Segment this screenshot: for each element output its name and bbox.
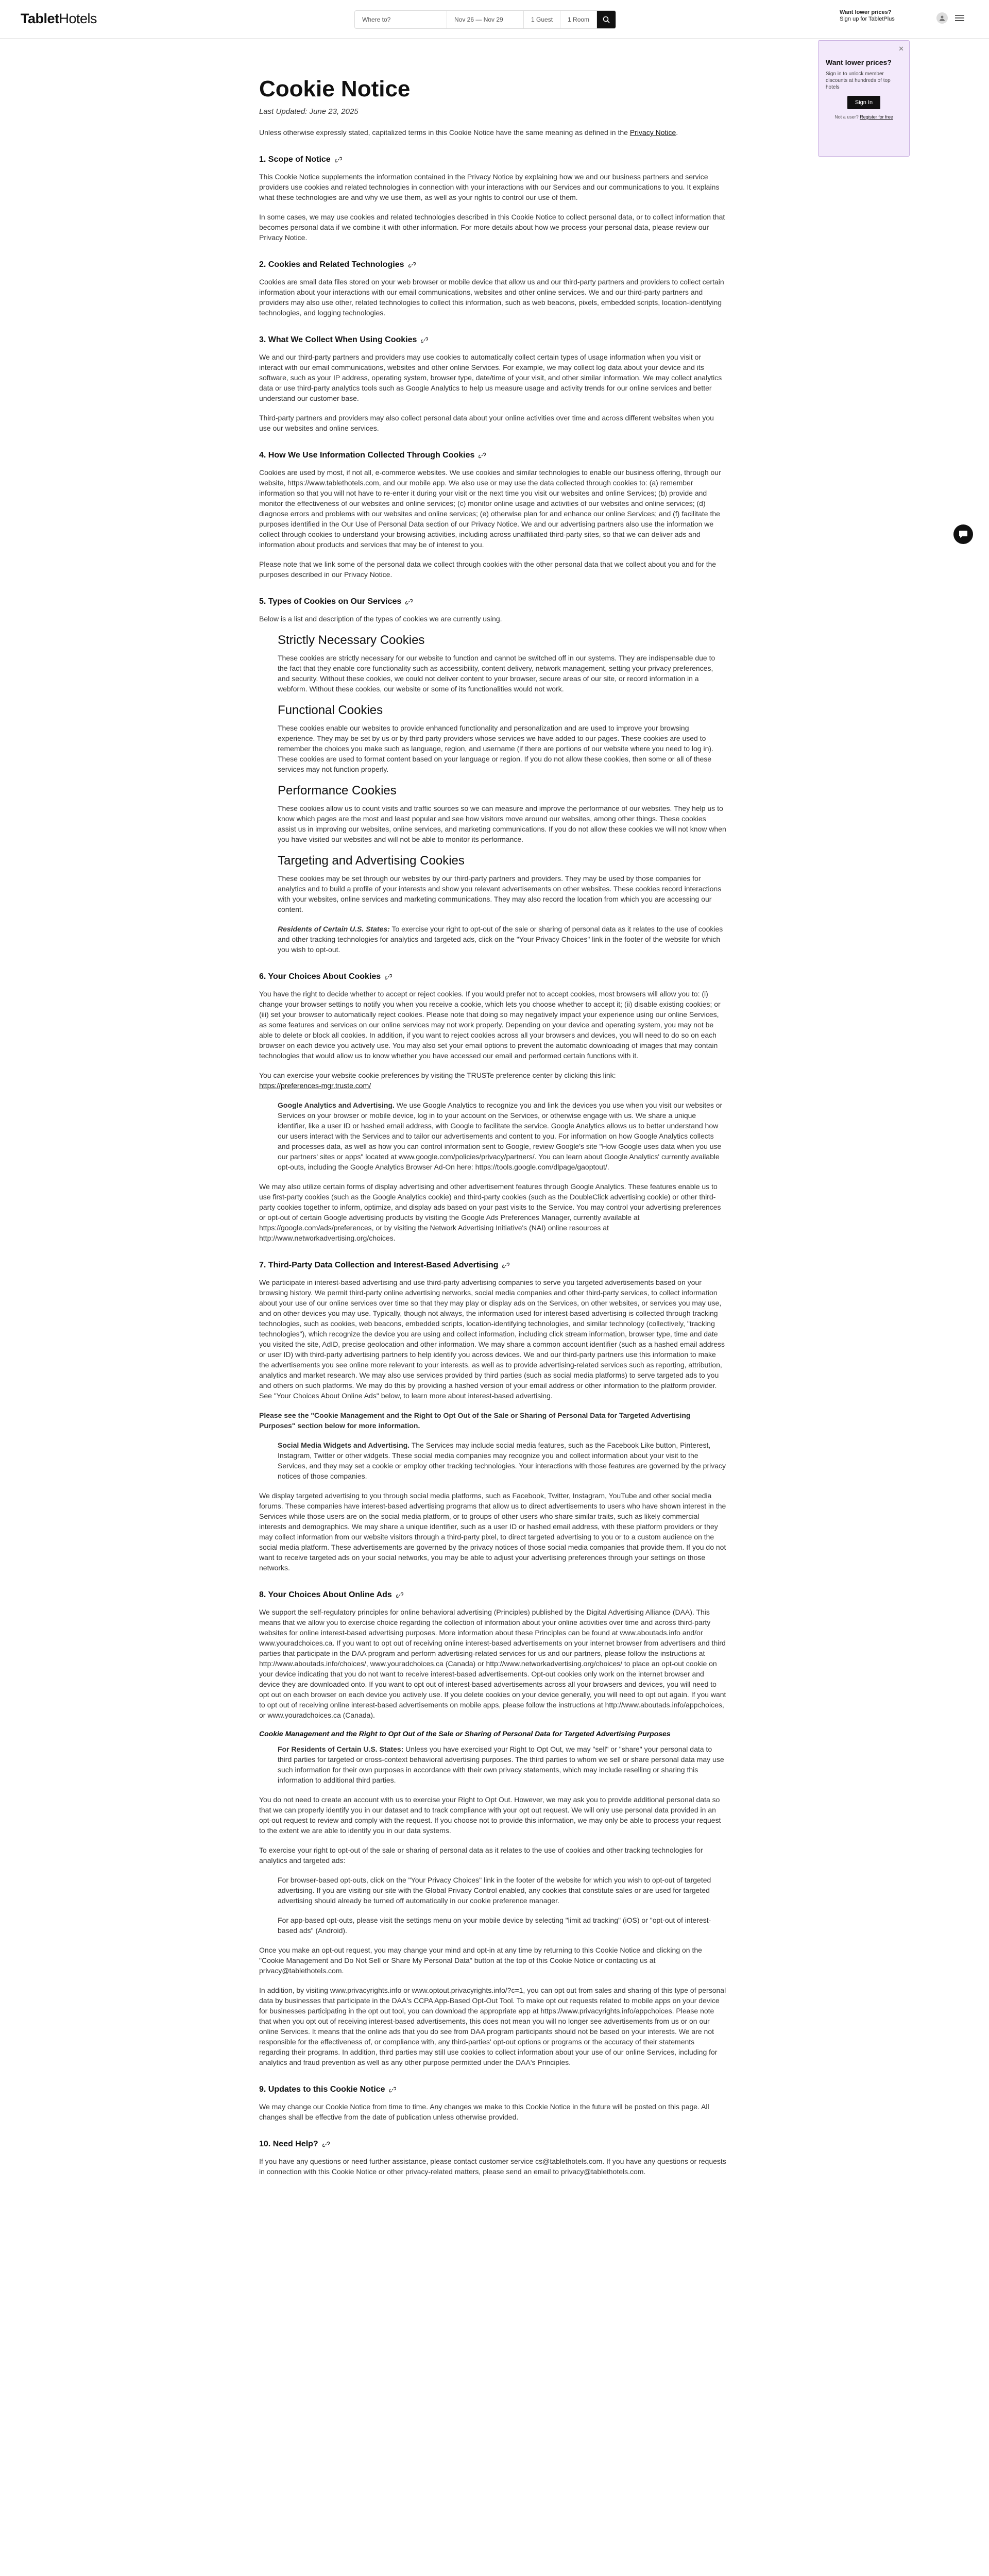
- site-logo[interactable]: TabletHotels: [21, 11, 97, 26]
- page-title: Cookie Notice: [259, 76, 411, 101]
- chat-icon: [959, 530, 968, 538]
- register-line: Not a user? Register for free: [834, 114, 893, 120]
- search-bar: [354, 10, 616, 29]
- paragraph: Below is a list and description of the types of cookies we are currently using.: [259, 615, 502, 623]
- paragraph: In some cases, we may use cookies and related technologies described in this Cookie Notice to collect personal data, or to collect information that becomes personal data if we combine it with other information. For more details about how we process your personal data, please review our Privacy Notice.: [259, 213, 725, 242]
- link-icon[interactable]: [405, 598, 413, 605]
- where-field[interactable]: Where to?: [355, 11, 447, 28]
- subsection-heading: Cookie Management and the Right to Opt Out of the Sale or Sharing of Personal Data for Targeted Advertising Purposes: [259, 1730, 671, 1738]
- paragraph: We support the self-regulatory principles for online behavioral advertising (Principles) published by the Digital Advertising Alliance (DAA). This means that we allow you to exercise choice regarding the collection of information about your online activities over time and across third-party websites for online interest-based advertising purposes. More information about these Principles can be found at www.aboutads.info and/or www.youradchoices.ca. If you want to opt out of receiving online interest-based advertisements on your internet browser from advertisers and third parties that participate in the DAA program and perform advertising-related services for us and our partners, please follow the instructions at http://www.aboutads.info/choices/, www.youradchoices.ca (Canada) or http://www.networkadvertising.org/choices/ to place an opt-out cookie on your device indicating that you do not want to receive interest-based advertisements. Opt-out cookies only work on the internet browser and device they are downloaded onto. If you want to opt out of interest-based advertisements across all your browsers and devices, you will need to opt out on each browser on each device you actively use. If you delete cookies on your device generally, you will need to opt out again. If you want to opt out of receiving online interest-based advertisements on mobile apps, please follow the instructions at http://www.aboutads.info/appchoices, or www.youradchoices.ca (Canada).: [259, 1608, 726, 1719]
- site-header: [0, 0, 989, 39]
- section-heading: 6. Your Choices About Cookies: [259, 972, 726, 981]
- paragraph: We display targeted advertising to you through social media platforms, such as Facebook, Twitter, Instagram, YouTube and other social media forums. These companies have interest-based advertising programs that allow us to direct advertisements to users who have shown interest in the Services while those users are on the social media platform, or to groups of other users who share similar traits, such as likely commercial interests and demographics. We may share a unique identifier, such as a user ID or hashed email address, with these platform providers or they may collect information from our website visitors through a third-party pixel, to direct targeted advertising to you or to a custom audience on the social media platform. These advertisements are governed by the privacy notices of those social media companies that provide them. If you do not want to receive targeted ads on your social networks, you may be able to adjust your advertising preferences through your settings on those networks.: [259, 1492, 726, 1572]
- cookie-type-heading: Targeting and Advertising Cookies: [278, 854, 465, 868]
- paragraph: We may change our Cookie Notice from time to time. Any changes we make to this Cookie Notice in the future will be posted on this page. All changes shall be effective from the date of publication unless otherwise provided.: [259, 2103, 709, 2121]
- chat-button[interactable]: [953, 524, 973, 544]
- bullet-item: For app-based opt-outs, please visit the settings menu on your mobile device by selecting "limit ad tracking" (iOS) or "opt-out of interest-based ads" (Android).: [278, 1916, 711, 1935]
- section-heading: 8. Your Choices About Online Ads: [259, 1590, 726, 1600]
- signin-popup: [818, 40, 910, 157]
- section-heading: 10. Need Help?: [259, 2140, 726, 2149]
- link-icon[interactable]: [322, 2141, 330, 2148]
- paragraph: Google Analytics and Advertising. We use Google Analytics to recognize you and link the devices you use when you visit our websites or Services on your browser or mobile device, log in to your account on the Services, or otherwise engage with us. We share a unique identifier, like a user ID or hashed email address, with Google to facilitate the service. Google Analytics allows us to better understand how our users interact with the Services and to tailor our advertisements and content to you. For information on how Google Analytics collects and processes data, as well as how you can control information sent to Google, review Google's site "How Google uses data when you use our partners' sites or apps" located at www.google.com/policies/privacy/partners/. You can learn about Google Analytics' currently available opt-outs, including the Google Analytics Browser Ad-On here: https://tools.google.com/dlpage/gaoptout/.: [278, 1101, 723, 1171]
- paragraph: If you have any questions or need further assistance, please contact customer service cs@tablethotels.com. If you have any questions or requests in connection with this Cookie Notice or other privacy-related matters, please send an email to privacy@tablethotels.com.: [259, 2157, 726, 2176]
- menu-icon[interactable]: [955, 14, 964, 22]
- paragraph: These cookies are strictly necessary for our website to function and cannot be switched off in our systems. They are indispensable due to the fact that they enable core functionality such as accessibility, content delivery, network management, setting your privacy preferences, and security. Without these cookies, we could not deliver content to your browser, secure areas of our site, or record information in a webform. Without these cookies, our website or some of its functionalities would not work.: [278, 654, 715, 693]
- paragraph: Please note that we link some of the personal data we collect through cookies with the other personal data that we collect about you and for the purposes described in our Privacy Notice.: [259, 560, 717, 579]
- paragraph: We participate in interest-based advertising and use third-party advertising companies to serve you targeted advertisements based on your browsing history. We permit third-party online advertising networks, social media companies and other third-party services, to collect information about your use of our online services over time so that they may play or display ads on the Services, on other websites, or services you may use, and on other devices you may use. Typically, though not always, the information used for interest-based advertising is collected through tracking technologies, such as cookies, web beacons, embedded scripts, location-identifying technologies, and similar technology (collectively, "tracking technologies"), which recognize the device you are using and collect information, including click stream information, browser type, time and date you visited the site, AdID, precise geolocation and other information. We may share a common account identifier (such as a hashed email address or user ID) with third-party advertising partners to help identify you across devices. We and our third-party partners use this information to make the advertisements you see online more relevant to your interests, as well as to provide advertising-related services such as reporting, attribution, analytics and market research. We may also use services provided by third parties (such as social media platforms) to serve targeted ads to you and others on such platforms. We may do this by providing a hashed version of your email address or other information to the platform provider. See "Your Choices About Online Ads" below, to learn more about interest-based advertising.: [259, 1278, 725, 1400]
- rooms-field[interactable]: 1 Room: [560, 11, 597, 28]
- paragraph: We may also utilize certain forms of display advertising and other advertisement features through Google Analytics. These features enable us to use first-party cookies (such as the Google Analytics cookie) and third-party cookies (such as the DoubleClick advertising cookie) or other third-party cookies together to inform, optimize, and display ads based on your past visits to the Service. You may control your advertising preferences or opt-out of certain Google advertising products by visiting the Google Ads Preferences Manager, currently available at https://google.com/ads/preferences, or by visiting the Network Advertising Initiative's (NAI) online resources at http://www.networkadvertising.org/choices.: [259, 1182, 721, 1242]
- truste-link[interactable]: https://preferences-mgr.truste.com/: [259, 1081, 371, 1090]
- link-icon[interactable]: [502, 1262, 509, 1269]
- paragraph: These cookies may be set through our websites by our third-party partners and providers. They may be used by those companies for analytics and to build a profile of your interests and show you relevant advertisements on other websites. These cookies record interactions with your websites, online services and marketing communications. They may also record the location from which you are accessing our content.: [278, 874, 722, 913]
- paragraph: Social Media Widgets and Advertising. The Services may include social media features, such as the Facebook Like button, Pinterest, Instagram, Twitter or other widgets. These social media companies may recognize you and collect information about your visit to the Services, and they may set a cookie or employ other tracking technologies. Your interactions with those features are governed by the privacy notices of those companies.: [278, 1441, 726, 1480]
- paragraph: We and our third-party partners and providers may use cookies to automatically collect certain types of usage information when you visit or interact with our email communications, websites and other online Services. For example, we may collect log data about your device and its software, such as your IP address, operating system, browser type, date/time of your visit, and other similar information. We may collect analytics data or use third-party analytics tools such as Google Analytics to help us measure usage and activity trends for our online services and better understand our customer base.: [259, 353, 722, 402]
- paragraph: To exercise your right to opt-out of the sale or sharing of personal data as it relates to the use of cookies and other tracking technologies for analytics and targeted ads:: [259, 1846, 703, 1865]
- link-icon[interactable]: [396, 1591, 403, 1599]
- header-promo[interactable]: Want lower prices? Sign up for TabletPlus: [840, 9, 895, 22]
- section-heading: 7. Third-Party Data Collection and Interest-Based Advertising: [259, 1261, 726, 1270]
- paragraph: In addition, by visiting www.privacyrights.info or www.optout.privacyrights.info/?c=1, you can opt out from sales and sharing of this type of personal data by businesses that participate in the DAA's CCPA App-Based Opt-Out Tool. To make opt out requests related to mobile apps on your device for businesses participating in the opt out tool, you can download the appropriate app at https://www.privacyrights.info/appchoices. Please note that when you opt out of receiving interest-based advertisements, this does not mean you will no longer see advertisements from us or on our online Services. It means that the online ads that you do see from DAA program participants should not be based on your interests. We are not responsible for the effectiveness of, or compliance with, any third-parties' opt-out options or programs or the accuracy of their statements regarding their programs. In addition, third parties may still use cookies to collect information about your use of our online Services, including for analytics and fraud prevention as well as any other purpose permitted under the DAA's Principles.: [259, 1986, 726, 2066]
- link-icon[interactable]: [421, 336, 428, 344]
- paragraph: Once you make an opt-out request, you may change your mind and opt-in at any time by returning to this Cookie Notice and clicking on the "Cookie Management and Do Not Sell or Share My Personal Data" button at the top of this Cookie Notice or contacting us at privacy@tablethotels.com.: [259, 1946, 702, 1975]
- paragraph: For Residents of Certain U.S. States: Unless you have exercised your Right to Opt Out, we may "sell" or "share" your personal data to third parties for targeted or cross-context behavioral advertising purposes. The third parties to whom we sell or share personal data may use such information for their own purposes in accordance with their own privacy statements, which may include reselling or sharing this information to additional third parties.: [278, 1745, 724, 1784]
- search-icon: [603, 16, 610, 23]
- link-icon[interactable]: [385, 973, 392, 980]
- section-heading: 4. How We Use Information Collected Through Cookies: [259, 451, 726, 460]
- paragraph: You have the right to decide whether to accept or reject cookies. If you would prefer not to accept cookies, most browsers will allow you to: (i) change your browser settings to notify you when you receive a cookie, which lets you choose whether to accept it; (ii) disable existing cookies; or (iii) set your browser to automatically reject cookies. Please note that doing so may negatively impact your experience using our online Services, as some features and services on our online services may not work properly. Depending on your device and operating system, you may not be able to delete or block all cookies. In addition, if you want to reject cookies across all your browsers and devices, you will need to do so on each browser on each device you actively use. You may also set your email options to prevent the automatic downloading of images that may contain technologies that would allow us to know whether you have accessed our email and performed certain functions with it.: [259, 990, 721, 1060]
- header-icons: [936, 12, 964, 24]
- intro-paragraph: Unless otherwise expressly stated, capitalized terms in this Cookie Notice have the same meaning as defined in the Privacy Notice.: [259, 128, 678, 137]
- signin-button[interactable]: Sign In: [847, 96, 880, 109]
- paragraph: You can exercise your website cookie preferences by visiting the TRUSTe preference center by clicking this link: https://preferences-mgr.truste.com/: [259, 1071, 616, 1090]
- guests-field[interactable]: 1 Guest: [524, 11, 560, 28]
- section-heading: 5. Types of Cookies on Our Services: [259, 597, 726, 606]
- close-icon[interactable]: ✕: [898, 45, 904, 53]
- popup-body: Sign in to unlock member discounts at hundreds of top hotels: [826, 71, 891, 90]
- paragraph: These cookies allow us to count visits and traffic sources so we can measure and improve the performance of our websites. They help us to know which pages are the most and least popular and see how visitors move around our websites, among other things. These cookies assist us in improving our websites, online services, and marketing communications. If you do not allow these cookies we will not know when you have visited our websites and will not be able to monitor its performance.: [278, 804, 726, 843]
- privacy-notice-link[interactable]: Privacy Notice: [629, 128, 676, 137]
- paragraph: These cookies enable our websites to provide enhanced functionality and personalization and are used to improve your browsing experience. They may be set by us or by third party providers whose services we have added to our pages. These cookies are used to remember the choices you make such as language, region, and username (if there are portions of our website where you need to log in). These cookies are used to format content based on your language or region. If you do not allow these cookies, then some or all of these services may not function properly.: [278, 724, 713, 773]
- paragraph: Cookies are small data files stored on your web browser or mobile device that allow us and our third-party partners and providers to collect certain information about your interactions with our email communications, websites and other online services. We and our third-party partners and providers may also use other, related technologies to collect this information, such as web beacons, pixels, embedded scripts, location-identifying technologies, and logging technologies.: [259, 278, 724, 317]
- last-updated: Last Updated: June 23, 2025: [259, 107, 359, 116]
- search-button[interactable]: [597, 11, 616, 28]
- cookie-type-heading: Performance Cookies: [278, 784, 397, 798]
- paragraph: Third-party partners and providers may also collect personal data about your online activities over time and across different websites when you use our websites and online services.: [259, 414, 714, 432]
- dates-field[interactable]: Nov 26 — Nov 29: [447, 11, 524, 28]
- section-heading: 2. Cookies and Related Technologies: [259, 260, 726, 269]
- section-heading: 1. Scope of Notice: [259, 155, 726, 164]
- section-heading: 9. Updates to this Cookie Notice: [259, 2085, 726, 2094]
- register-link[interactable]: Register for free: [860, 114, 893, 120]
- link-icon[interactable]: [479, 452, 486, 459]
- link-icon[interactable]: [389, 2086, 396, 2093]
- account-icon[interactable]: [936, 12, 948, 24]
- paragraph: Residents of Certain U.S. States: To exercise your right to opt-out of the sale or sharing of personal data as it relates to the use of cookies and other tracking technologies for analytics and targeted ads, click on the "Your Privacy Choices" link in the footer of the website for which you wish to opt-out.: [278, 925, 723, 954]
- paragraph: You do not need to create an account with us to exercise your Right to Opt Out. However, we may ask you to provide additional personal data so that we can properly identify you in our dataset and to track compliance with your opt out request. We will only use personal data provided in an opt-out request to review and comply with the request. If you choose not to provide this information, we may only be able to process your request to the extent we are able to identify you in our data systems.: [259, 1795, 721, 1835]
- section-heading: 3. What We Collect When Using Cookies: [259, 335, 726, 345]
- paragraph: Cookies are used by most, if not all, e-commerce websites. We use cookies and similar technologies to enable our business offering, through our website, https://www.tablethotels.com, and our mobile app. We also use or may use the data collected through cookies to: (a) remember information so that you will not have to re-enter it during your visit or the next time you visit our websites and online Services; (b) provide and monitor the effectiveness of our websites and online services; (c) monitor online usage and activities of our websites and online services; (d) diagnose errors and problems with our websites and online services; (e) otherwise plan for and enhance our online Services; and (f) facilitate the purposes identified in the Our Use of Personal Data section of our Privacy Notice. We and our advertising partners also use the information we collect through cookies to understand your browsing activities, including across unaffiliated third-party sites, so that we can deliver ads and information about products and services that may be of interest to you.: [259, 468, 721, 549]
- cookie-notice-content: [259, 76, 726, 2186]
- paragraph: This Cookie Notice supplements the information contained in the Privacy Notice by explaining how we and our business partners and service providers use cookies and related technologies in connection with your interactions with our Services and our communications to you. It explains what these technologies are and why we use them, as well as your rights to control our use of them.: [259, 173, 720, 201]
- link-icon[interactable]: [408, 261, 416, 268]
- bullet-item: For browser-based opt-outs, click on the "Your Privacy Choices" link in the footer of the website for which you wish to opt-out of targeted advertising. If you are visiting our site with the Global Privacy Control enabled, any cookies that constitute sales or are used for targeted advertising should already be turned off automatically in our cookie preference manager.: [278, 1876, 711, 1905]
- cookie-type-heading: Functional Cookies: [278, 703, 383, 717]
- cookie-type-heading: Strictly Necessary Cookies: [278, 633, 425, 647]
- link-icon[interactable]: [335, 156, 342, 163]
- paragraph: Please see the "Cookie Management and the Right to Opt Out of the Sale or Sharing of Personal Data for Targeted Advertising Purposes" section below for more information.: [259, 1411, 691, 1430]
- popup-title: Want lower prices?: [826, 58, 892, 66]
